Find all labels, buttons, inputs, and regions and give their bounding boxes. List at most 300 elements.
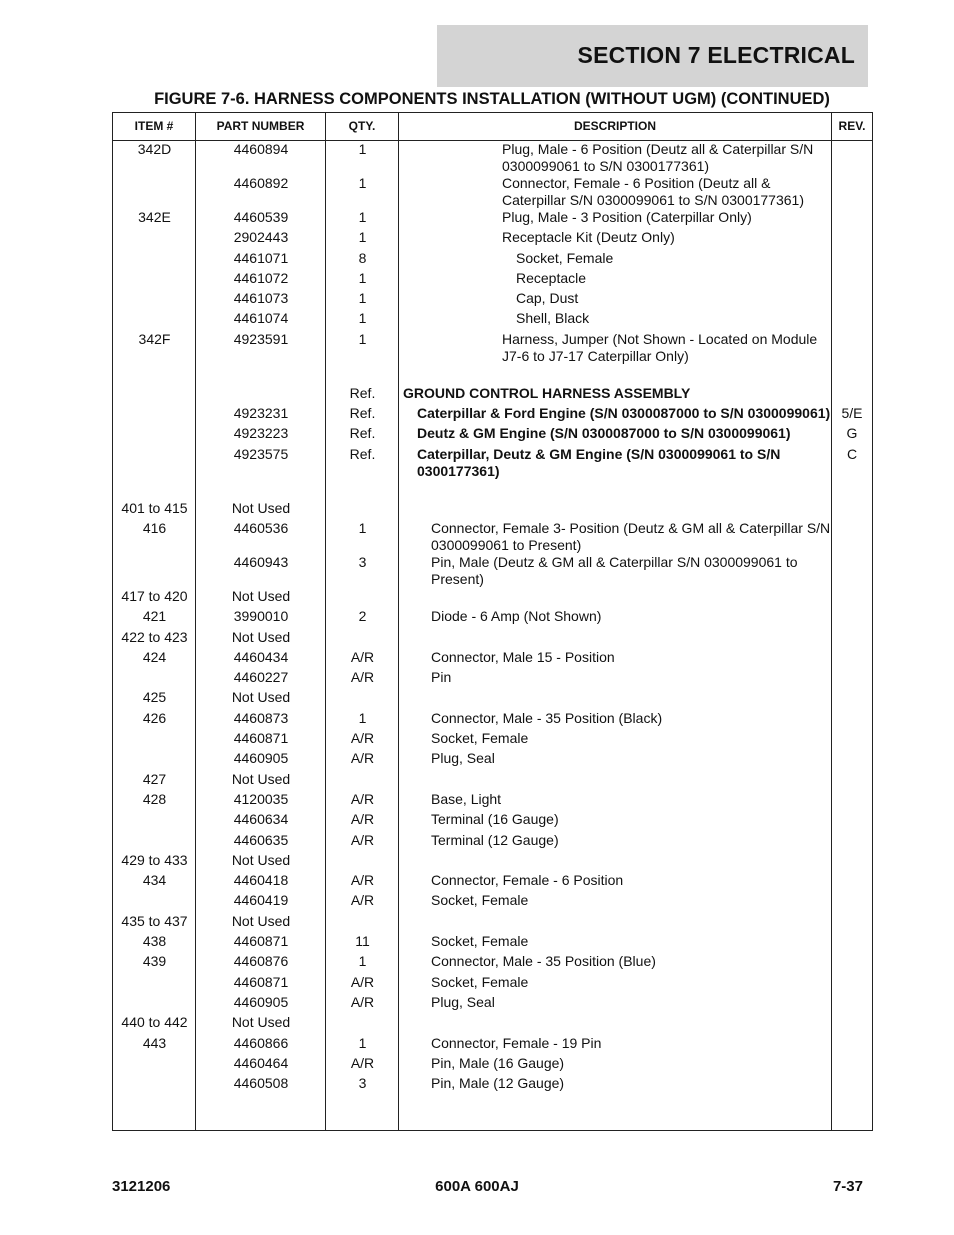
item-number-cell: 425 — [142, 689, 167, 706]
item-number-cell: 416 — [142, 519, 167, 536]
part-number-cell: 4460905 — [233, 993, 289, 1010]
part-number-cell: 4461072 — [233, 269, 289, 286]
revision-cell — [832, 209, 872, 229]
table-row — [113, 649, 872, 669]
section-title: SECTION 7 ELECTRICAL — [577, 42, 855, 68]
table-row — [113, 500, 872, 520]
revision-cell — [832, 771, 872, 791]
part-number-cell: 4460871 — [233, 933, 289, 950]
description-text: Pin, Male (Deutz & GM all & Caterpillar S/N 0300099061 to Present) — [431, 553, 798, 587]
quantity-cell: A/R — [350, 790, 375, 807]
table-row — [113, 209, 872, 229]
description-text: Socket, Female — [431, 730, 529, 747]
description-cell — [399, 310, 832, 330]
item-number-cell: 429 to 433 — [121, 851, 188, 868]
description-text: Socket, Female — [431, 933, 529, 950]
spacer-cell — [399, 365, 832, 385]
table-row — [113, 1075, 872, 1095]
quantity-cell: 1 — [358, 229, 367, 246]
item-number-cell: 427 — [142, 770, 167, 787]
description-text: Base, Light — [431, 790, 502, 807]
table-row — [113, 290, 872, 310]
table-row — [113, 520, 872, 554]
spacer-cell — [326, 365, 399, 385]
revision-cell — [832, 1014, 872, 1034]
quantity-cell: A/R — [350, 811, 375, 828]
quantity-cell — [326, 500, 399, 520]
table-row — [113, 730, 872, 750]
revision-cell — [832, 331, 872, 365]
description-cell — [399, 994, 832, 1014]
revision-cell — [832, 250, 872, 270]
item-number-cell: 421 — [142, 608, 167, 625]
parts-table — [112, 112, 873, 1131]
quantity-cell — [326, 588, 399, 608]
description-text: Pin, Male (12 Gauge) — [431, 1075, 565, 1092]
quantity-cell: 2 — [358, 608, 367, 625]
revision-cell — [832, 270, 872, 290]
item-number-cell — [113, 811, 196, 831]
part-number-cell: 4460419 — [233, 892, 289, 909]
description-cell — [399, 608, 832, 628]
description-cell — [399, 385, 832, 405]
footer-page-number: 7-37 — [832, 1178, 863, 1195]
description-text: Cap, Dust — [516, 290, 579, 307]
item-number-cell — [113, 175, 196, 209]
table-row — [113, 446, 872, 480]
item-number-cell: 417 to 420 — [121, 587, 188, 604]
item-number-cell — [113, 892, 196, 912]
table-row — [113, 141, 872, 175]
quantity-cell — [326, 913, 399, 933]
table-row — [113, 791, 872, 811]
revision-cell — [832, 500, 872, 520]
description-text: Plug, Seal — [431, 750, 495, 767]
quantity-cell: A/R — [350, 892, 375, 909]
table-row — [113, 832, 872, 852]
part-number-cell: Not Used — [231, 770, 291, 787]
quantity-cell: 1 — [358, 1034, 367, 1051]
description-cell — [399, 832, 832, 852]
description-cell — [399, 405, 832, 425]
description-cell — [399, 1055, 832, 1075]
description-text: Deutz & GM Engine (S/N 0300087000 to S/N 0300099061) — [417, 425, 791, 442]
item-number-cell — [113, 832, 196, 852]
description-cell — [399, 750, 832, 770]
description-cell — [399, 175, 832, 209]
revision-cell — [832, 310, 872, 330]
quantity-cell: Ref. — [349, 384, 376, 401]
table-row — [113, 892, 872, 912]
description-cell — [399, 1014, 832, 1034]
part-number-cell: Not Used — [231, 689, 291, 706]
revision-cell: G — [846, 425, 858, 442]
table-row — [113, 994, 872, 1014]
quantity-cell: A/R — [350, 730, 375, 747]
revision-cell — [832, 730, 872, 750]
revision-cell — [832, 832, 872, 852]
description-text: Socket, Female — [516, 249, 614, 266]
item-number-cell: 438 — [142, 933, 167, 950]
revision-cell — [832, 710, 872, 730]
revision-cell — [832, 1055, 872, 1075]
table-row — [113, 385, 872, 405]
table-row — [113, 872, 872, 892]
quantity-cell: 1 — [358, 709, 367, 726]
part-number-cell: 4460892 — [233, 175, 289, 191]
description-text: Connector, Female - 6 Position (Deutz all & Caterpillar S/N 0300099061 to S/N 0300177361) — [502, 175, 804, 208]
part-number-cell: Not Used — [231, 628, 291, 645]
quantity-cell: A/R — [350, 1054, 375, 1071]
item-number-cell — [113, 250, 196, 270]
description-text: Connector, Male - 35 Position (Blue) — [431, 953, 656, 970]
description-cell — [399, 425, 832, 445]
description-cell — [399, 730, 832, 750]
table-row — [113, 405, 872, 425]
description-cell — [399, 141, 832, 175]
revision-cell — [832, 1075, 872, 1095]
table-row — [113, 608, 872, 628]
spacer-cell — [113, 480, 196, 500]
description-cell — [399, 689, 832, 709]
revision-cell — [832, 791, 872, 811]
table-row — [113, 331, 872, 365]
part-number-cell: 4923231 — [233, 405, 289, 422]
description-text: Socket, Female — [431, 892, 529, 909]
quantity-cell: Ref. — [349, 445, 376, 462]
revision-cell — [832, 588, 872, 608]
quantity-cell: Ref. — [349, 425, 376, 442]
table-row — [113, 554, 872, 588]
column-header-part-number: PART NUMBER — [216, 119, 305, 133]
description-text: Receptacle — [516, 269, 587, 286]
item-number-cell — [113, 750, 196, 770]
quantity-cell: A/R — [350, 669, 375, 686]
spacer-cell — [399, 480, 832, 500]
table-row — [113, 852, 872, 872]
footer-doc-number: 3121206 — [112, 1178, 171, 1195]
quantity-cell: 3 — [358, 553, 367, 570]
item-number-cell: 440 to 442 — [121, 1014, 188, 1031]
table-row — [113, 629, 872, 649]
item-number-cell — [113, 270, 196, 290]
item-number-cell — [113, 554, 196, 588]
column-header-description: DESCRIPTION — [573, 119, 656, 133]
spacer-cell — [326, 480, 399, 500]
quantity-cell — [326, 852, 399, 872]
item-number-cell: 342D — [137, 141, 172, 157]
table-row — [113, 771, 872, 791]
item-number-cell — [113, 730, 196, 750]
quantity-cell — [326, 689, 399, 709]
item-number-cell: 439 — [142, 953, 167, 970]
quantity-cell: 8 — [358, 249, 367, 266]
part-number-cell: 4923575 — [233, 445, 289, 462]
description-cell — [399, 331, 832, 365]
revision-cell — [832, 913, 872, 933]
table-row — [113, 1055, 872, 1075]
item-number-cell: 422 to 423 — [121, 628, 188, 645]
description-text: Plug, Male - 3 Position (Caterpillar Only) — [502, 209, 752, 225]
revision-cell — [832, 852, 872, 872]
revision-cell — [832, 953, 872, 973]
item-number-cell: 342E — [138, 209, 171, 225]
table-header — [113, 113, 872, 141]
part-number-cell: 3990010 — [233, 608, 289, 625]
revision-cell: C — [846, 445, 858, 462]
revision-cell — [832, 892, 872, 912]
description-cell — [399, 872, 832, 892]
part-number-cell: 4460876 — [233, 953, 289, 970]
part-number-cell: 4461073 — [233, 290, 289, 307]
revision-cell — [832, 141, 872, 175]
revision-cell — [832, 811, 872, 831]
part-number-cell: 4460905 — [233, 750, 289, 767]
description-text: Connector, Male - 35 Position (Black) — [431, 709, 663, 726]
part-number-cell: Not Used — [231, 499, 291, 516]
description-cell — [399, 811, 832, 831]
table-row — [113, 669, 872, 689]
table-row — [113, 250, 872, 270]
item-number-cell — [113, 385, 196, 405]
table-row — [113, 1035, 872, 1055]
part-number-cell: Not Used — [231, 851, 291, 868]
item-number-cell: 443 — [142, 1034, 167, 1051]
column-header-item: ITEM # — [134, 119, 174, 133]
quantity-cell: 1 — [358, 310, 367, 327]
description-cell — [399, 710, 832, 730]
table-row — [113, 1014, 872, 1034]
spacer-cell — [196, 365, 326, 385]
description-text: Connector, Female - 19 Pin — [431, 1034, 602, 1051]
description-cell — [399, 913, 832, 933]
part-number-cell: 4460873 — [233, 709, 289, 726]
description-cell — [399, 892, 832, 912]
revision-cell — [832, 520, 872, 554]
revision-cell: 5/E — [841, 405, 863, 422]
description-cell — [399, 500, 832, 520]
table-row — [113, 689, 872, 709]
spacer-cell — [196, 480, 326, 500]
table-row — [113, 710, 872, 730]
part-number-cell: 4460418 — [233, 872, 289, 889]
part-number-cell: 4460943 — [233, 553, 289, 570]
description-cell — [399, 649, 832, 669]
part-number-cell: 4460536 — [233, 519, 289, 536]
item-number-cell: 434 — [142, 872, 167, 889]
table-row — [113, 310, 872, 330]
part-number-cell: 4923591 — [233, 330, 289, 347]
quantity-cell: 11 — [355, 933, 370, 950]
description-cell — [399, 520, 832, 554]
description-text: Caterpillar & Ford Engine (S/N 0300087000 to S/N 0300099061) — [417, 405, 831, 422]
table-row — [113, 953, 872, 973]
part-number-cell: 4460539 — [233, 209, 289, 225]
item-number-cell — [113, 446, 196, 480]
part-number-cell: 4461074 — [233, 310, 289, 327]
column-header-rev: REV. — [838, 119, 866, 133]
item-number-cell — [113, 310, 196, 330]
quantity-cell: 1 — [358, 141, 367, 157]
item-number-cell: 342F — [138, 330, 171, 347]
part-number-cell: 4460434 — [233, 648, 289, 665]
table-row — [113, 913, 872, 933]
revision-cell — [832, 933, 872, 953]
revision-cell — [832, 1035, 872, 1055]
figure-title: FIGURE 7-6. HARNESS COMPONENTS INSTALLATION (WITHOUT UGM) (CONTINUED) — [154, 90, 830, 108]
table-row — [113, 750, 872, 770]
revision-cell — [832, 649, 872, 669]
description-cell — [399, 791, 832, 811]
description-cell — [399, 852, 832, 872]
description-text: Connector, Female - 6 Position — [431, 872, 624, 889]
section-header-box — [437, 25, 868, 87]
revision-cell — [832, 290, 872, 310]
quantity-cell: 1 — [358, 209, 367, 225]
description-cell — [399, 1035, 832, 1055]
description-text: Caterpillar, Deutz & GM Engine (S/N 0300099061 to S/N 0300177361) — [417, 445, 781, 479]
footer-model: 600A 600AJ — [435, 1178, 519, 1195]
item-number-cell — [113, 229, 196, 249]
description-cell — [399, 209, 832, 229]
description-cell — [399, 270, 832, 290]
revision-cell — [832, 629, 872, 649]
item-number-cell: 428 — [142, 790, 167, 807]
description-text: GROUND CONTROL HARNESS ASSEMBLY — [403, 384, 691, 401]
revision-cell — [832, 229, 872, 249]
quantity-cell: A/R — [350, 973, 375, 990]
item-number-cell: 435 to 437 — [121, 912, 188, 929]
description-cell — [399, 1075, 832, 1095]
description-cell — [399, 446, 832, 480]
revision-cell — [832, 385, 872, 405]
description-text: Pin — [431, 669, 452, 686]
part-number-cell: 4923223 — [233, 425, 289, 442]
table-row — [113, 811, 872, 831]
part-number-cell: 2902443 — [233, 229, 289, 246]
item-number-cell — [113, 405, 196, 425]
quantity-cell: 1 — [358, 290, 367, 307]
description-cell — [399, 588, 832, 608]
table-row — [113, 588, 872, 608]
revision-cell — [832, 608, 872, 628]
item-number-cell — [113, 290, 196, 310]
quantity-cell: 1 — [358, 519, 367, 536]
description-cell — [399, 290, 832, 310]
part-number-cell: 4460894 — [233, 141, 289, 157]
spacer-cell — [832, 365, 872, 385]
table-row — [113, 974, 872, 994]
item-number-cell: 424 — [142, 648, 167, 665]
description-text: Receptacle Kit (Deutz Only) — [502, 229, 675, 246]
quantity-cell — [326, 1014, 399, 1034]
part-number-cell: 4460508 — [233, 1075, 289, 1092]
item-number-cell: 401 to 415 — [121, 499, 188, 516]
parts-table-body — [113, 141, 872, 1095]
item-number-cell: 426 — [142, 709, 167, 726]
part-number-cell: Not Used — [231, 912, 291, 929]
description-cell — [399, 953, 832, 973]
part-number-cell: 4460635 — [233, 831, 289, 848]
table-row — [113, 229, 872, 249]
part-number-cell: 4460866 — [233, 1034, 289, 1051]
description-text: Diode - 6 Amp (Not Shown) — [431, 608, 602, 625]
description-text: Terminal (16 Gauge) — [431, 811, 559, 828]
part-number-cell: 4460227 — [233, 669, 289, 686]
description-text: Connector, Female 3- Position (Deutz & GM all & Caterpillar S/N 0300099061 to Present) — [431, 519, 831, 553]
item-number-cell — [113, 425, 196, 445]
description-cell — [399, 250, 832, 270]
column-header-qty: QTY. — [348, 119, 376, 133]
part-number-cell: 4461071 — [233, 249, 289, 266]
quantity-cell: 1 — [358, 953, 367, 970]
part-number-cell: 4460871 — [233, 973, 289, 990]
quantity-cell: 3 — [358, 1075, 367, 1092]
part-number-cell — [196, 385, 326, 405]
table-row — [113, 175, 872, 209]
description-text: Pin, Male (16 Gauge) — [431, 1054, 565, 1071]
parts-rows — [113, 141, 872, 1095]
description-cell — [399, 933, 832, 953]
quantity-cell — [326, 629, 399, 649]
description-text: Socket, Female — [431, 973, 529, 990]
revision-cell — [832, 974, 872, 994]
table-row — [113, 933, 872, 953]
part-number-cell: 4460634 — [233, 811, 289, 828]
quantity-cell: A/R — [350, 750, 375, 767]
revision-cell — [832, 750, 872, 770]
part-number-cell: 4460871 — [233, 730, 289, 747]
part-number-cell: Not Used — [231, 587, 291, 604]
description-cell — [399, 554, 832, 588]
quantity-cell: 1 — [358, 269, 367, 286]
part-number-cell: 4460464 — [233, 1054, 289, 1071]
item-number-cell — [113, 994, 196, 1014]
description-cell — [399, 669, 832, 689]
spacer-cell — [113, 365, 196, 385]
quantity-cell: A/R — [350, 831, 375, 848]
description-cell — [399, 629, 832, 649]
quantity-cell: A/R — [350, 872, 375, 889]
quantity-cell — [326, 771, 399, 791]
revision-cell — [832, 994, 872, 1014]
revision-cell — [832, 669, 872, 689]
revision-cell — [832, 689, 872, 709]
description-text: Harness, Jumper (Not Shown - Located on Module J7-6 to J7-17 Caterpillar Only) — [502, 330, 818, 364]
quantity-cell: 1 — [358, 330, 367, 347]
table-row — [113, 270, 872, 290]
description-cell — [399, 229, 832, 249]
description-text: Connector, Male 15 - Position — [431, 648, 615, 665]
description-text: Plug, Seal — [431, 993, 495, 1010]
table-spacer-row — [113, 480, 872, 500]
spacer-cell — [832, 480, 872, 500]
table-spacer-row — [113, 365, 872, 385]
description-cell — [399, 974, 832, 994]
table-row — [113, 425, 872, 445]
item-number-cell — [113, 1075, 196, 1095]
item-number-cell — [113, 1055, 196, 1075]
quantity-cell: A/R — [350, 648, 375, 665]
quantity-cell: Ref. — [349, 405, 376, 422]
quantity-cell: 1 — [358, 175, 367, 191]
description-text: Shell, Black — [516, 310, 590, 327]
part-number-cell: 4120035 — [233, 790, 289, 807]
description-text: Plug, Male - 6 Position (Deutz all & Caterpillar S/N 0300099061 to S/N 0300177361) — [502, 141, 814, 174]
revision-cell — [832, 554, 872, 588]
description-text: Terminal (12 Gauge) — [431, 831, 559, 848]
revision-cell — [832, 872, 872, 892]
